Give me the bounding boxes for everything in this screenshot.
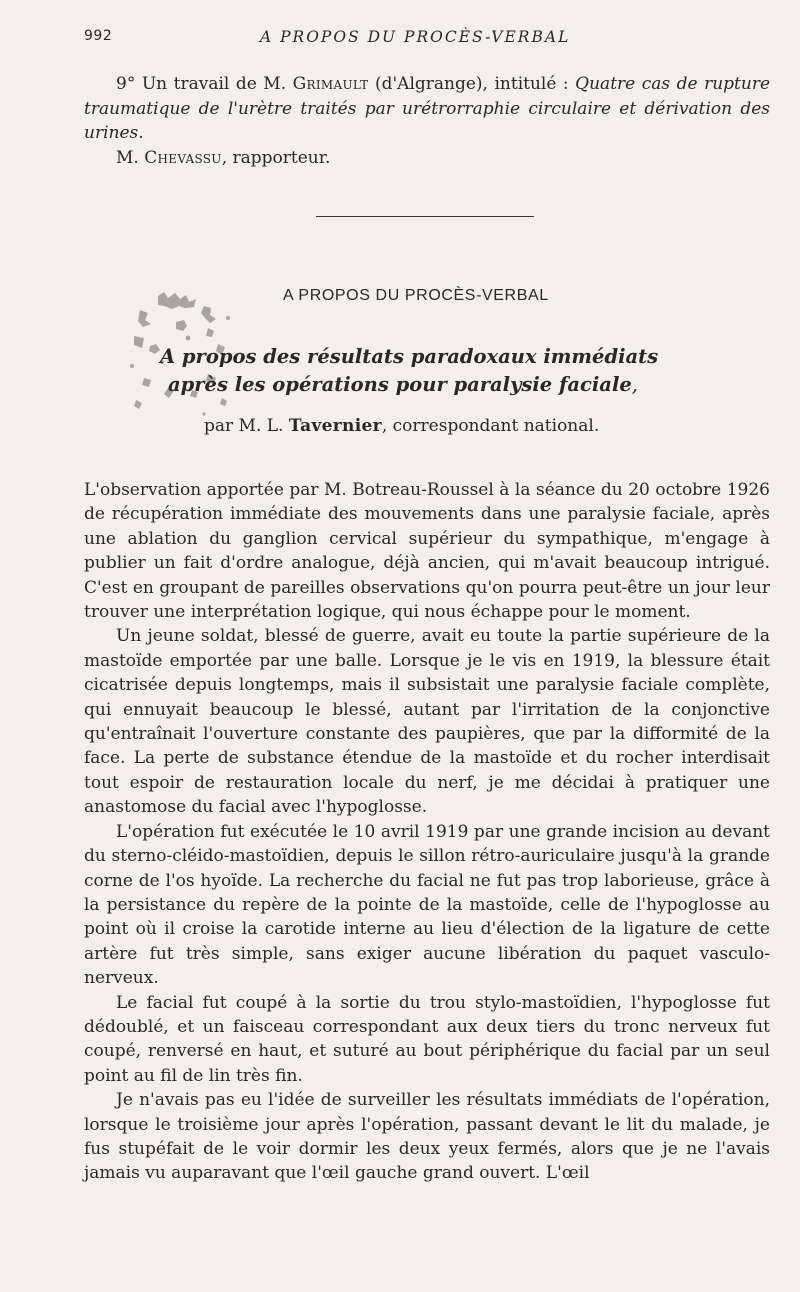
page-number: 992 [84, 28, 113, 44]
byline-author: Tavernier [288, 416, 382, 436]
body-paragraph-5: Je n'avais pas eu l'idée de surveiller les résultats immédiats de l'opération, lorsque le troisième jour après l'opération, passant devant le lit du malade, je fus stupéfait de le voir dormir les deux yeux fermés, alors que je ne l'avais jamais vu auparavant que l'œil gauche grand ouvert. L'œil [84, 1090, 770, 1184]
running-head-title: A PROPOS DU PROCÈS-VERBAL [260, 28, 571, 46]
byline-suffix: , correspondant national. [381, 416, 600, 436]
rapporteur-name: Chevassu [144, 148, 222, 168]
running-head [84, 28, 780, 52]
body-paragraph-2: Un jeune soldat, blessé de guerre, avait eu toute la partie supérieure de la mastoïde emportée par une balle. Lorsque je le vis en 1919, la blessure était cicatrisée depuis longtemps, mais il subsistait une paralysie faciale complète, qui ennuyait beaucoup le blessé, autant par l'irritation de la conjonctive qu'entraînait l'ouverture constante des paupières, que par la difformité de la face. La perte de substance étendue de la mastoïde et du rocher interdisait tout espoir de restauration locale du nerf, je me décidai à pratiquer une anastomose du facial avec l'hypoglosse. [84, 626, 770, 818]
item-nine-after-author: (d'Algrange), intitulé : [368, 74, 576, 94]
rapporteur-suffix: , rapporteur. [221, 148, 331, 168]
rapporteur-line [116, 148, 330, 168]
article-title-line-1: A propos des résultats paradoxaux immédiats [160, 345, 659, 368]
item-nine-work-title: Quatre cas de rupture traumatique de l'urètre traités par urétrorraphie circulaire et dérivation des urines [84, 74, 771, 143]
article-title-line-2 [168, 371, 760, 399]
item-nine-author: Grimault [292, 74, 369, 94]
byline-prefix: par M. L. [204, 416, 289, 436]
article-byline [204, 416, 599, 436]
item-nine-prefix: 9° Un travail de M. [116, 74, 293, 94]
rapporteur-prefix: M. [116, 148, 145, 168]
article-body [84, 478, 770, 1186]
body-paragraph-4: Le facial fut coupé à la sortie du trou stylo-mastoïdien, l'hypoglosse fut dédoublé, et un faisceau correspondant aux deux tiers du tronc nerveux fut coupé, renversé en haut, et suturé au bout périphérique du facial par un seul point au fil de lin très fin. [84, 992, 770, 1086]
section-divider [316, 216, 534, 217]
body-paragraph-3: L'opération fut exécutée le 10 avril 1919 par une grande incision au devant du sterno-cléido-mastoïdien, depuis le sillon rétro-auriculaire jusqu'à la grande corne de l'os hyoïde. La recherche du facial ne fut pas trop laborieuse, grâce à la persistance du repère de la pointe de la mastoïde, celle de l'hypoglosse au point où il croise la carotide interne au lieu d'élection de la ligature de cette artère fut très simple, sans exiger aucune libération du paquet vasculo-nerveux. [84, 821, 770, 989]
body-paragraph-1: L'observation apportée par M. Botreau-Roussel à la séance du 20 octobre 1926 de récupération immédiate des mouvements dans une paralysie faciale, après une ablation du ganglion cervical supérieur du sympathique, m'engage à publier un fait d'ordre analogue, déjà ancien, qui m'avait beaucoup intrigué. C'est en groupant de pareilles observations qu'on pourra peut-être un jour leur trouver une interprétation logique, qui nous échappe pour le moment. [84, 480, 770, 623]
item-nine [84, 72, 770, 146]
item-nine-end: . [138, 123, 144, 143]
article-title-line-2-text: après les opérations pour paralysie faciale [168, 373, 632, 396]
section-heading: A PROPOS DU PROCÈS-VERBAL [283, 287, 549, 304]
article-title-line-2-end: , [631, 373, 638, 396]
article-title [160, 343, 760, 399]
